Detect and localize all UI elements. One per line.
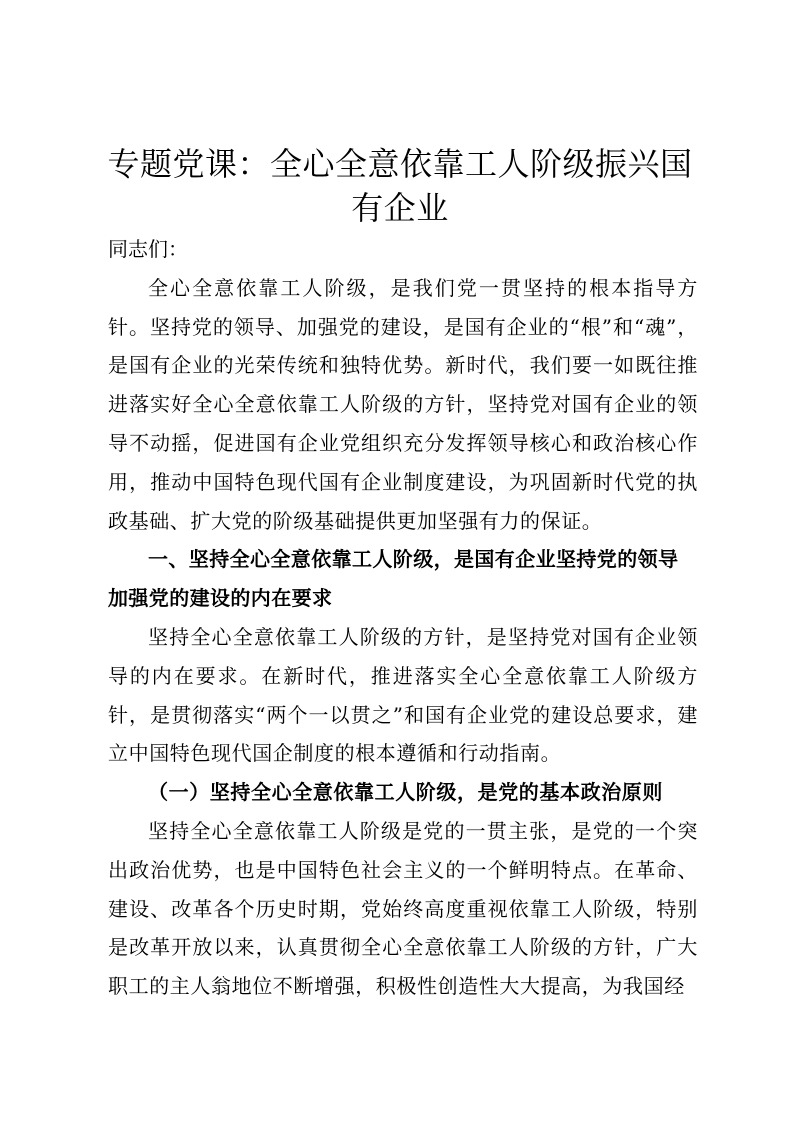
document-title: 专题党课：全心全意依靠工人阶级振兴国有企业 <box>107 145 693 227</box>
greeting: 同志们： <box>108 237 188 261</box>
section-1-paragraph: 坚持全心全意依靠工人阶级的方针，是坚持党对国有企业领导的内在要求。在新时代，推进落实全心全意依靠工人阶级方针，是贯彻落实“两个一以贯之”和国有企业党的建设总要求，建立中国特色现代国企制度的根本遵循和行动指南。 <box>108 624 698 766</box>
intro-paragraph: 全心全意依靠工人阶级，是我们党一贯坚持的根本指导方针。坚持党的领导、加强党的建设，是国有企业的“根”和“魂”，是国有企业的光荣传统和独特优势。新时代，我们要一如既往推进落实好全心全意依靠工人阶级的方针，坚持党对国有企业的领导不动摇，促进国有企业党组织充分发挥领导核心和政治核心作用，推动中国特色现代国有企业制度建设，为巩固新时代党的执政基础、扩大党的阶级基础提供更加坚强有力的保证。 <box>108 275 698 533</box>
subsection-1-paragraph: 坚持全心全意依靠工人阶级是党的一贯主张，是党的一个突出政治优势，也是中国特色社会主义的一个鲜明特点。在革命、建设、改革各个历史时期，党始终高度重视依靠工人阶级，特别是改革开放以来，认真贯彻全心全意依靠工人阶级的方针，广大职工的主人翁地位不断增强，积极性创造性大大提高，为我国经 <box>108 818 698 999</box>
document-body <box>108 230 698 1006</box>
section-1-heading: 一、坚持全心全意依靠工人阶级，是国有企业坚持党的领导加强党的建设的内在要求 <box>108 547 679 611</box>
subsection-1-heading: （一）坚持全心全意依靠工人阶级，是党的基本政治原则 <box>148 780 663 805</box>
